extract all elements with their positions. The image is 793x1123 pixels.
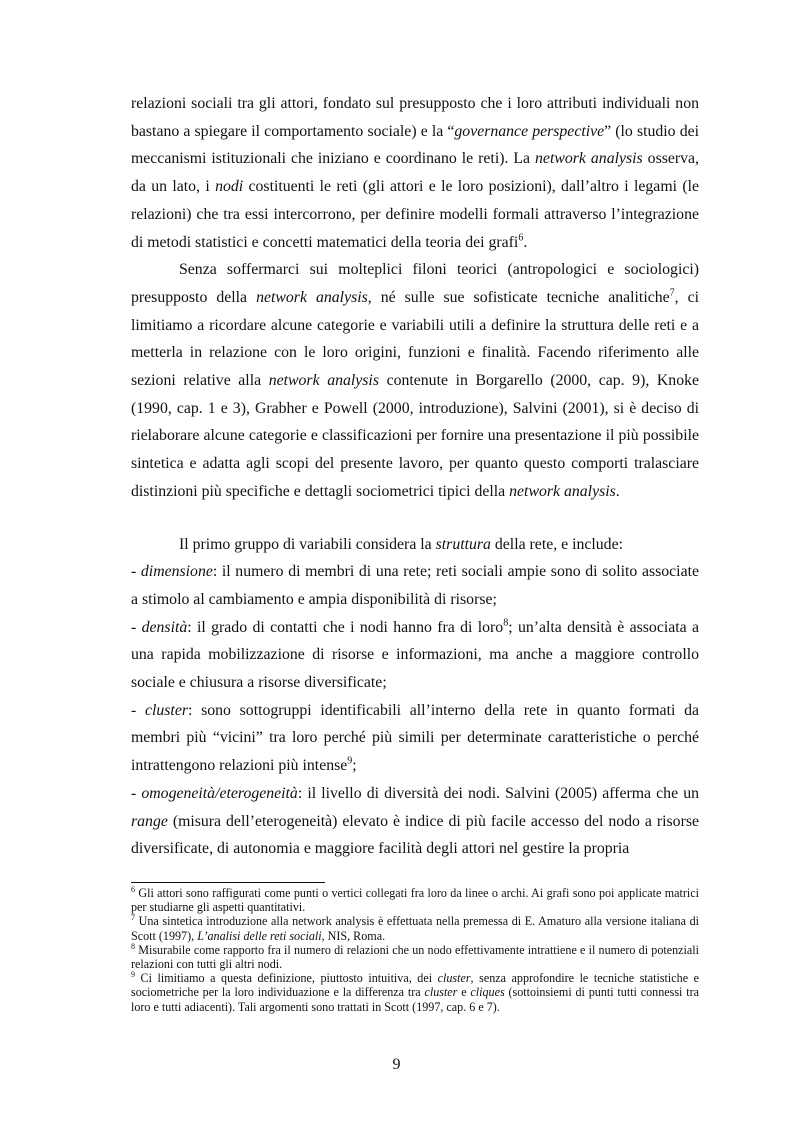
paragraph-gap xyxy=(131,506,699,531)
italic-term: range xyxy=(131,812,168,830)
footnote-text: Gli attori sono raffigurati come punti o vertici collegati fra loro da linee o archi. Ai grafi sono poi applicate matrici per studiarne gli aspetti quantitativi. xyxy=(131,886,699,915)
footnotes xyxy=(131,886,699,1014)
text-run: : il livello di diversità dei nodi. Salvini (2005) afferma che un xyxy=(297,784,699,802)
footnote-text: , NIS, Roma. xyxy=(321,928,386,943)
footnote-text: Una sintetica introduzione alla network analysis è effettuata nella premessa di E. Amaturo alla versione italiana di Scott (1997), xyxy=(131,914,699,943)
text-run: : sono sottogruppi identificabili all’interno della rete in quanto formati da membri più “vicini” tra loro perché più simili per determinate caratteristiche o perché intrattengono relazioni più intense xyxy=(131,701,699,775)
list-dash: - xyxy=(131,563,141,581)
page-number: 9 xyxy=(392,1056,401,1073)
text-run: : il grado di contatti che i nodi hanno fra di loro xyxy=(187,618,504,636)
italic-term: cliques xyxy=(470,985,505,1000)
paragraph-1 xyxy=(131,90,699,256)
text-run: : il numero di membri di una rete; reti sociali ampie sono di solito associate a stimolo al cambiamento e ampia disponibilità di risorse; xyxy=(131,563,699,608)
italic-term: densità xyxy=(141,618,188,636)
text-run: Senza soffermarci sui molteplici filoni teorici (antropologici e sociologici) presupposto della xyxy=(131,261,699,306)
text-run: della rete, e include: xyxy=(490,535,623,553)
footnote-8 xyxy=(131,943,699,971)
paragraph-3 xyxy=(131,531,699,559)
italic-term: cluster xyxy=(424,985,458,1000)
text-run: ; xyxy=(352,757,357,775)
paragraph-2 xyxy=(131,256,699,505)
text-run: costituenti le reti (gli attori e le loro posizioni), dall’altro i legami (le relazioni) che tra essi intercorrono, per definire modelli formali attraverso l’integrazione di metodi statistici e concetti matematici della teoria dei grafi xyxy=(131,178,699,251)
italic-term: network analysis xyxy=(509,482,616,500)
list-item-omogeneita xyxy=(131,780,699,863)
italic-term: governance perspective xyxy=(454,122,605,140)
list-item-densita xyxy=(131,614,699,697)
footnote-number: 6 xyxy=(131,884,135,894)
list-dash: - xyxy=(131,784,142,802)
footnote-text: Misurabile come rapporto fra il numero di relazioni che un nodo effettivamente intrattiene e il numero di potenziali relazioni con tutti gli altri nodi. xyxy=(131,942,699,972)
footnote-ref-8[interactable]: 8 xyxy=(503,617,509,629)
list-item-dimensione xyxy=(131,558,699,613)
list-item-cluster xyxy=(131,697,699,780)
text-run: (misura dell’eterogeneità) elevato è indice di più facile accesso del nodo a risorse diversificate, di autonomia e maggiore facilità degli attori nel gestire la propria xyxy=(131,812,699,858)
list-dash: - xyxy=(131,618,142,636)
italic-term: L’analisi delle reti sociali xyxy=(197,928,322,943)
italic-term: nodi xyxy=(215,178,244,196)
footnote-7 xyxy=(131,914,699,942)
italic-term: struttura xyxy=(435,535,491,553)
footnote-number: 7 xyxy=(131,913,135,923)
text-run: osserva, da un lato, i xyxy=(131,150,699,196)
italic-term: network analysis xyxy=(268,372,379,390)
text-run: . xyxy=(615,482,620,500)
text-run: relazioni sociali tra gli attori, fondato sul presupposto che i loro attributi individuali non bastano a spiegare il comportamento sociale) e la “ xyxy=(131,95,699,140)
italic-term: network analysis xyxy=(256,288,368,306)
text-run: , né sulle sue sofisticate tecniche analitiche xyxy=(367,288,670,306)
footnote-ref-7[interactable]: 7 xyxy=(669,287,675,299)
footnote-separator xyxy=(131,882,325,883)
footnote-text: Ci limitiamo a questa definizione, piuttosto intuitiva, dei xyxy=(135,971,438,986)
text-run: . xyxy=(523,233,528,251)
footnote-text: , senza approfondire le tecniche statistiche e sociometriche per la loro individuazione e la differenza tra xyxy=(131,971,699,1000)
footnote-number: 8 xyxy=(131,941,135,951)
footnote-number: 9 xyxy=(131,970,135,980)
italic-term: network analysis xyxy=(535,150,643,168)
footnote-6 xyxy=(131,886,699,914)
italic-term: omogeneità/eterogeneità xyxy=(141,784,298,802)
footnote-ref-6[interactable]: 6 xyxy=(518,232,524,244)
text-run: ” (lo studio dei meccanismi istituzionali che iniziano e coordinano le reti). La xyxy=(131,122,700,168)
text-run: ; un’alta densità è associata a una rapida mobilizzazione di risorse e informazioni, ma anche a maggiore controllo sociale e chiusura a risorse diversificate; xyxy=(131,618,699,692)
footnote-9 xyxy=(131,971,699,1014)
list-dash: - xyxy=(131,701,145,719)
footnote-text: e xyxy=(457,985,471,1000)
text-run: contenute in Borgarello (2000, cap. 9), Knoke (1990, cap. 1 e 3), Grabher e Powell (2000, introduzione), Salvini (2001), si è deciso di rielaborare alcune categorie e classificazioni per fornire una presentazione il più possibile sintetica e adatta agli scopi del presente lavoro, per quanto questo comporti tralasciare distinzioni più specifiche e dettagli sociometrici tipici della xyxy=(131,372,700,500)
italic-term: dimensione xyxy=(140,563,213,581)
footnote-ref-9[interactable]: 9 xyxy=(347,755,353,767)
body-text xyxy=(131,90,699,863)
italic-term: cluster xyxy=(437,971,471,986)
footnote-text: (sottoinsiemi di punti tutti connessi tra loro e tutti adiacenti). Tali argomenti sono trattati in Scott (1997, cap. 6 e 7). xyxy=(131,985,699,1014)
text-run: , ci limitiamo a ricordare alcune categorie e variabili utili a definire la struttura delle reti e a metterla in relazione con le loro origini, funzioni e finalità. Facendo riferimento alle sezioni relative alla xyxy=(131,288,699,390)
italic-term: cluster xyxy=(144,701,188,719)
text-run: Il primo gruppo di variabili considera la xyxy=(179,535,436,553)
